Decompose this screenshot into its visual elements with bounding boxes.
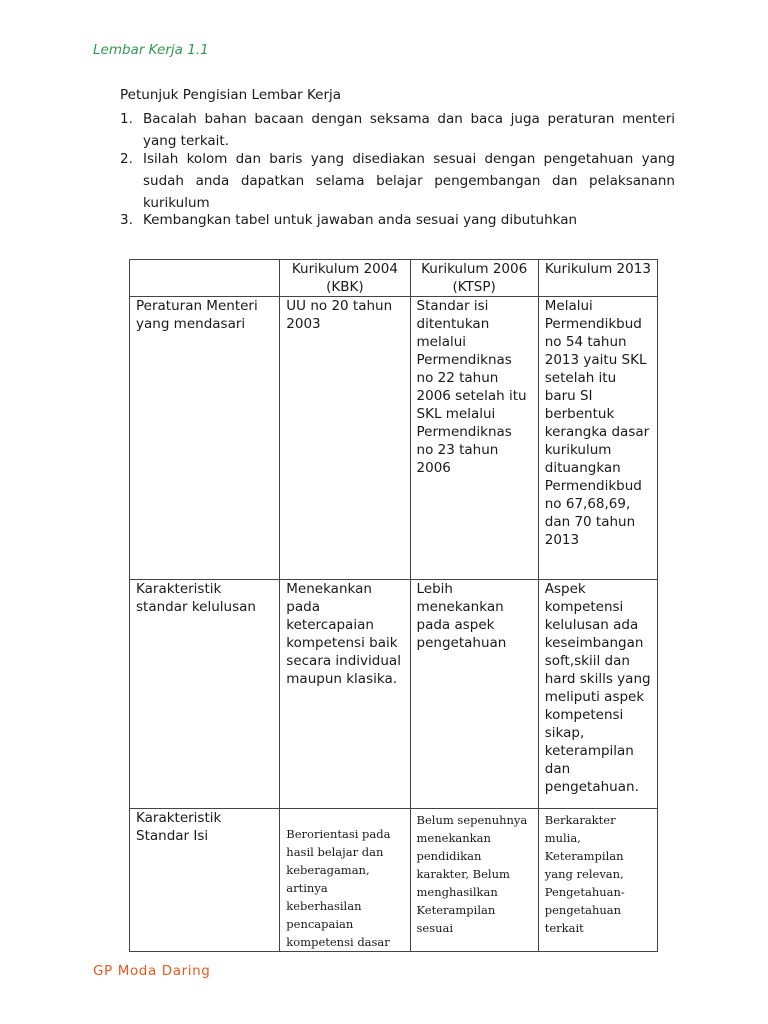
table-cell: Menekankan pada ketercapaian kompetensi baik secara individual maupun klasika. bbox=[280, 580, 410, 809]
header-cell bbox=[130, 260, 280, 297]
row-label: Karakteristik standar kelulusan bbox=[130, 580, 280, 809]
instruction-text: Kembangkan tabel untuk jawaban anda sesuai yang dibutuhkan bbox=[143, 212, 578, 228]
table-cell: Standar isi ditentukan melalui Permendiknas no 22 tahun 2006 setelah itu SKL melalui Permendiknas no 23 tahun 2006 bbox=[410, 297, 538, 580]
cell-text: Belum sepenuhnya menekankan pendidikan karakter, Belum menghasilkan Keterampilan sesuai bbox=[416, 813, 528, 935]
cell-text: Berorientasi pada hasil belajar dan keberagaman, artinya keberhasilan pencapaian kompetensi dasar bbox=[286, 827, 391, 949]
table-cell: Lebih menekankan pada aspek pengetahuan bbox=[410, 580, 538, 809]
instruction-item bbox=[120, 108, 675, 152]
footer-text: GP Moda Daring bbox=[93, 963, 211, 979]
header-cell: Kurikulum 2006 (KTSP) bbox=[410, 260, 538, 297]
instruction-item bbox=[120, 209, 675, 231]
row-label: Karakteristik Standar Isi bbox=[130, 809, 280, 952]
table-row bbox=[130, 297, 658, 580]
instruction-number: 1. bbox=[120, 111, 133, 127]
table-header-row bbox=[130, 260, 658, 297]
instruction-number: 3. bbox=[120, 212, 133, 228]
cell-text: Berkarakter mulia, Keterampilan yang relevan, Pengetahuan-pengetahuan terkait bbox=[544, 813, 625, 935]
row-label: Peraturan Menteri yang mendasari bbox=[130, 297, 280, 580]
table-cell: Melalui Permendikbud no 54 tahun 2013 yaitu SKL setelah itu baru SI berbentuk kerangka dasar kurikulum dituangkan Permendikbud no 67,68,69, dan 70 tahun 2013 bbox=[538, 297, 657, 580]
table-row bbox=[130, 580, 658, 809]
instruction-text: Isilah kolom dan baris yang disediakan sesuai dengan pengetahuan yang sudah anda dapatkan selama belajar pengembangan dan pelaksanann kurikulum bbox=[143, 151, 675, 211]
table-cell: UU no 20 tahun 2003 bbox=[280, 297, 410, 580]
header-cell: Kurikulum 2013 bbox=[538, 260, 657, 297]
table-cell bbox=[280, 809, 410, 952]
worksheet-title: Lembar Kerja 1.1 bbox=[93, 42, 209, 58]
header-cell: Kurikulum 2004 (KBK) bbox=[280, 260, 410, 297]
curriculum-comparison-table bbox=[129, 259, 658, 952]
instruction-item bbox=[120, 148, 675, 214]
instructions-list bbox=[120, 108, 675, 231]
table-cell bbox=[538, 809, 657, 952]
instruction-number: 2. bbox=[120, 151, 133, 167]
table-row bbox=[130, 809, 658, 952]
instructions-title: Petunjuk Pengisian Lembar Kerja bbox=[120, 87, 342, 103]
table-cell bbox=[410, 809, 538, 952]
instruction-text: Bacalah bahan bacaan dengan seksama dan baca juga peraturan menteri yang terkait. bbox=[143, 111, 675, 149]
table-cell: Aspek kompetensi kelulusan ada keseimbangan soft,skiil dan hard skills yang meliputi aspek kompetensi sikap, keterampilan dan pengetahuan. bbox=[538, 580, 657, 809]
